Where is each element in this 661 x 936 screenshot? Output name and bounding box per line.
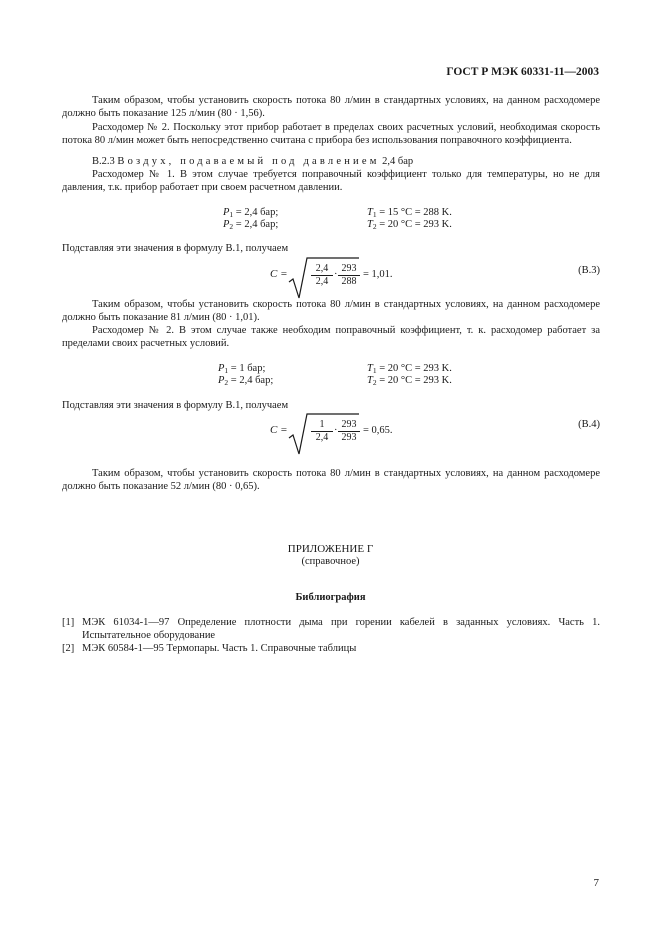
bibliography-item-1-text: МЭК 61034-1—97 Определение плотности дыма при горении кабелей в заданных условиях. Часть 1. Испытательное оборудование <box>82 617 600 642</box>
section-value: 2,4 бар <box>382 156 414 167</box>
formula-b3-frac1: $\frac{2,4}{2,4}$ <box>311 263 333 288</box>
section-title: Воздух, подаваемый под давлением <box>117 156 380 167</box>
bibliography-item-2 <box>62 642 600 655</box>
paragraph-flow-meter-2-b: Расходомер № 2. В этом случае также необходим поправочный коэффициент, т. к. расходомер работает за пределами своих расчетных условий. <box>62 325 600 350</box>
var2-p1: $P_1 = 1$ бар; <box>218 363 266 375</box>
paragraph-flow-meter-1: Расходомер № 1. В этом случае требуется поправочный коэффициент только для температуры, но не для давления, т.к. прибор работает при своем расчетном давлении. <box>62 169 600 194</box>
var-p1: $P_1 = 2,4$ бар; <box>223 207 279 219</box>
formula-b4-result: = 0,65. <box>363 425 393 436</box>
page-number: 7 <box>593 877 599 889</box>
paragraph-flow-meter-1-result: Таким образом, чтобы установить скорость потока 80 л/мин в стандартных условиях, на данном расходомере должно быть показание 125 л/мин (80 · 1,56). <box>62 95 600 120</box>
formula-b3-label: (В.3) <box>578 265 600 276</box>
paragraph-flow-meter-1-result-2: Таким образом, чтобы установить скорость потока 80 л/мин в стандартных условиях, на данном расходомере должно быть показание 81 л/мин (80 · 1,01). <box>62 299 600 324</box>
bibliography-item-1-num: [1] <box>62 617 75 628</box>
bibliography-title: Библиография <box>295 592 366 603</box>
substitution-text-1: Подставляя эти значения в формулу В.1, получаем <box>62 243 289 254</box>
formula-b3-lhs: C = <box>270 268 288 280</box>
formula-b3-result: = 1,01. <box>363 269 393 280</box>
formula-b4-dot: · <box>334 425 338 436</box>
var2-p2: $P_2 = 2,4$ бар; <box>218 375 274 387</box>
bibliography-item-2-text: МЭК 60584-1—95 Термопары. Часть 1. Справочные таблицы <box>82 643 357 654</box>
paragraph-flow-meter-2: Расходомер № 2. Поскольку этот прибор работает в пределах своих расчетных условий, необходимая скорость потока 80 л/мин может быть непосредственно считана с прибора без использования поправочного коэффициента. <box>62 122 600 147</box>
appendix-title: ПРИЛОЖЕНИЕ Г <box>287 543 374 555</box>
paragraph-flow-meter-2-result: Таким образом, чтобы установить скорость потока 80 л/мин в стандартных условиях, на данном расходомере должно быть показание 52 л/мин (80 · 0,65). <box>62 468 600 493</box>
formula-b3-frac2: $\frac{293}{288}$ <box>338 263 360 288</box>
substitution-text-2: Подставляя эти значения в формулу В.1, получаем <box>62 400 289 411</box>
var2-t1: $T_1 = 20$ °C = 293 K. <box>367 363 452 375</box>
formula-b4-frac1: $\frac{1}{2,4}$ <box>311 419 333 444</box>
var-p2: $P_2 = 2,4$ бар; <box>223 219 279 231</box>
document-header: ГОСТ Р МЭК 60331-11—2003 <box>446 66 599 78</box>
bibliography-item-2-num: [2] <box>62 643 75 654</box>
formula-b3-dot: · <box>334 269 338 280</box>
formula-b4-label: (В.4) <box>578 419 600 430</box>
section-heading <box>62 155 600 168</box>
formula-b4-frac2: $\frac{293}{293}$ <box>338 419 360 444</box>
var-t1: $T_1 = 15$ °C = 288 K. <box>367 207 452 219</box>
var-t2: $T_2 = 20$ °C = 293 K. <box>367 219 452 231</box>
var2-t2: $T_2 = 20$ °C = 293 K. <box>367 375 452 387</box>
appendix-subtitle: (справочное) <box>301 556 360 567</box>
bibliography-item-1 <box>62 616 600 643</box>
section-number: В.2.3 <box>92 156 115 167</box>
formula-b4-lhs: C = <box>270 424 288 436</box>
